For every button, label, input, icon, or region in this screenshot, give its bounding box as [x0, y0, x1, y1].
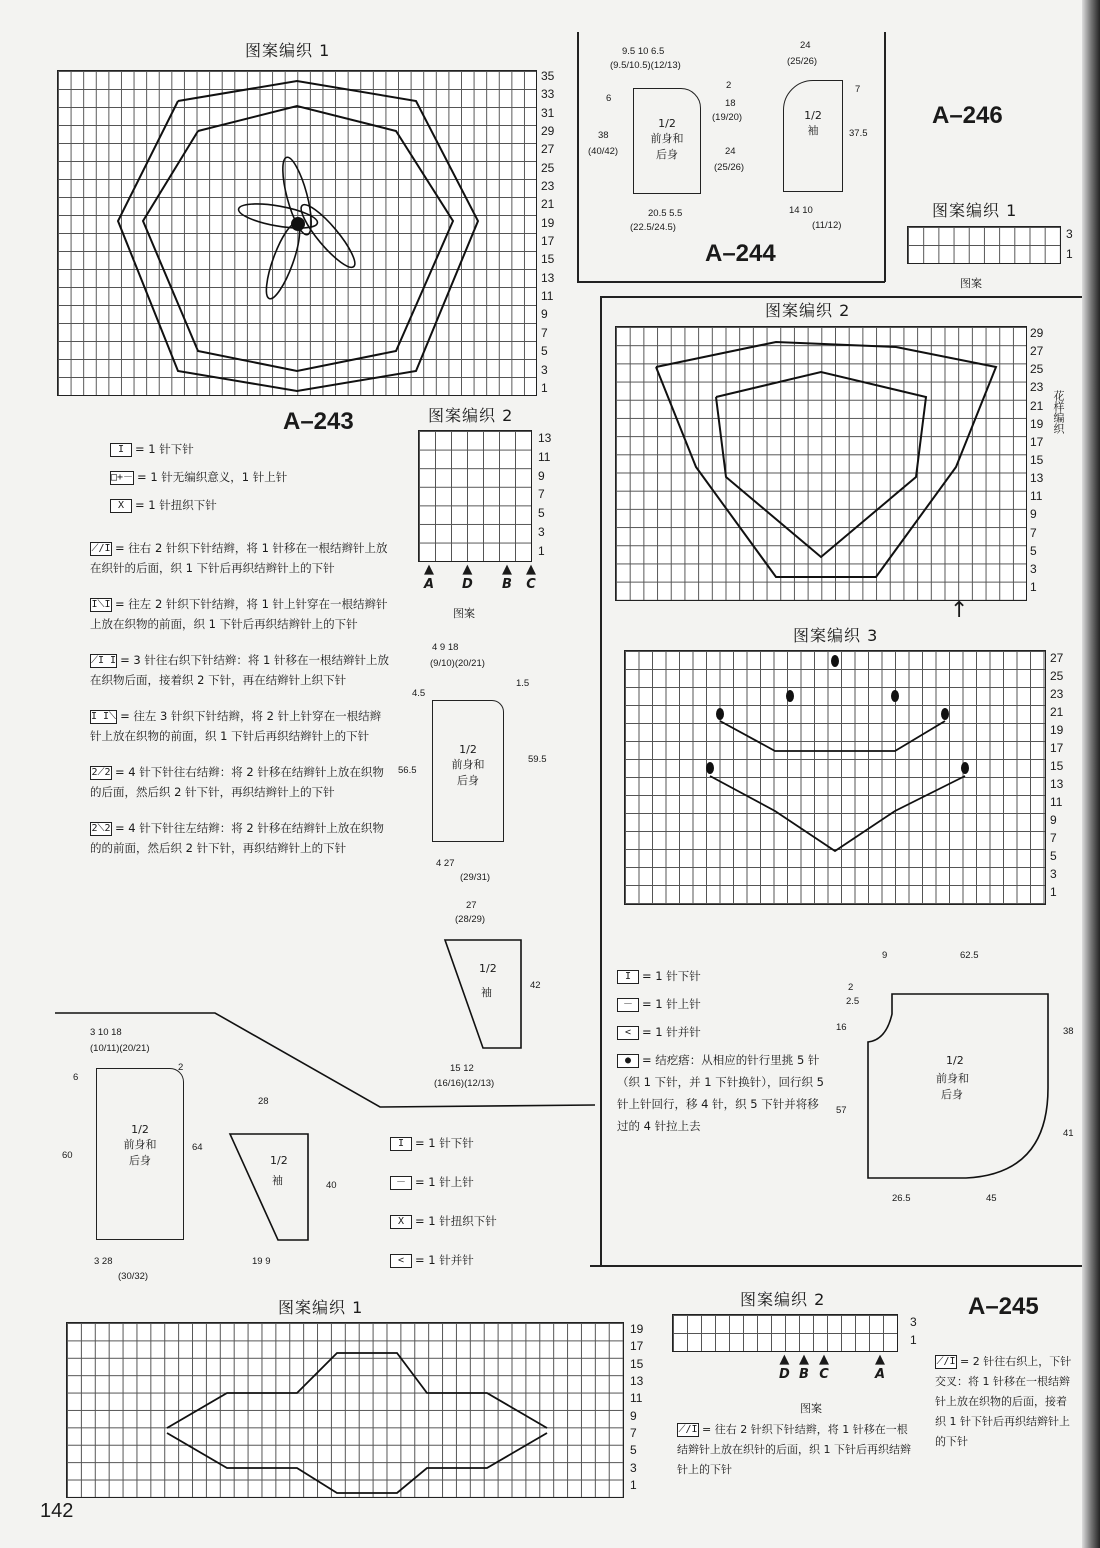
legend-item [390, 1166, 590, 1199]
legend-symbol: I I⟍ [91, 710, 117, 722]
a244-body-label-fb: 前身和 [650, 132, 684, 145]
row-number: 17 [630, 1339, 644, 1354]
a245-pattern2-grid [672, 1314, 898, 1352]
a244-sleeve-label-half: 1/2 [804, 109, 822, 122]
a245-pattern2-title: 图案编织 2 [740, 1290, 826, 1309]
a243-body-piece [432, 700, 504, 842]
row-number: 25 [541, 160, 555, 175]
legend-item [617, 1049, 827, 1137]
legend-symbol: I [617, 970, 639, 984]
row-number: 7 [1030, 525, 1037, 540]
pattern-arrow [462, 562, 473, 592]
a243-pattern2-label: 图案 [453, 607, 475, 620]
a246-pattern3-motif [625, 651, 1045, 904]
row-number: 17 [1030, 434, 1044, 449]
arrow-up-icon: ▲ [779, 1352, 790, 1367]
a245-dim-s28: 28 [258, 1096, 269, 1107]
a245-pattern1-title: 图案编织 1 [278, 1298, 364, 1317]
arrow-label: B [502, 577, 512, 592]
a243-dim-565: 56.5 [398, 765, 417, 776]
a244-dim-2: 2 [726, 80, 732, 91]
row-number: 13 [1050, 777, 1064, 791]
row-number: 13 [1030, 471, 1044, 486]
row-number: 11 [541, 289, 554, 304]
a246-dim-57: 57 [836, 1105, 847, 1116]
a243-diamond-motif [58, 71, 536, 395]
row-number: 1 [910, 1333, 917, 1347]
legend-item [677, 1420, 912, 1480]
a246-body-label-half: 1/2 [946, 1054, 964, 1067]
legend-symbol: ⟋I I [91, 654, 117, 666]
row-number: 11 [1030, 489, 1043, 504]
a244-right-border [884, 32, 886, 282]
a244-dim-s1112: (11/12) [812, 220, 842, 231]
arrow-up-icon: ▲ [424, 562, 435, 577]
a245-dim-b2: (30/32) [118, 1271, 149, 1282]
a245-dim-6: 6 [73, 1072, 79, 1083]
row-number: 29 [1030, 326, 1044, 340]
a244-bottom-border [577, 281, 885, 283]
row-number: 11 [630, 1391, 643, 1406]
a246-pattern2-side-label: 花样编织 [1052, 390, 1065, 434]
a246-pattern1-label: 图案 [960, 277, 982, 290]
pattern-arrow [799, 1352, 809, 1382]
row-number: 27 [541, 142, 555, 157]
legend-item [390, 1127, 590, 1160]
a245-dim-s40: 40 [326, 1180, 337, 1191]
row-number: 9 [1030, 507, 1037, 522]
arrow-label: D [779, 1367, 790, 1382]
a243-sleeve-label: 袖 [481, 986, 492, 999]
legend-text: = 结疙瘩：从相应的针行里挑 5 针（织 1 下针，并 1 下针换针），回行织 5 针上针回行，移 4 针，织 5 下针并将移过的 4 针拉上去 [617, 1053, 824, 1133]
a245-sleeve-label: 袖 [272, 1174, 283, 1187]
a243-cable-legend [90, 538, 390, 874]
row-number: 25 [1030, 362, 1044, 377]
legend-text: = 1 针下针 [135, 442, 194, 456]
a245-cross-legend [935, 1352, 1077, 1458]
legend-text: = 1 针并针 [642, 1025, 701, 1039]
a243-dim-t1: 4 9 18 [432, 642, 459, 653]
a246-dim-45: 45 [986, 1193, 997, 1204]
legend-symbol: － [390, 1176, 412, 1190]
legend-item [90, 762, 390, 802]
row-number: 13 [538, 431, 552, 445]
row-number: 15 [1030, 452, 1044, 467]
a245-body-label-half: 1/2 [131, 1123, 149, 1136]
a246-pattern1-row-numbers [1066, 228, 1073, 260]
a243-dim-595: 59.5 [528, 754, 547, 765]
a245-body-label-hs: 后身 [129, 1154, 151, 1167]
a246-pattern1-grid [907, 226, 1061, 264]
row-number: 5 [1050, 849, 1057, 863]
arrow-up-icon: ▲ [502, 562, 512, 577]
row-number: 1 [1050, 885, 1057, 899]
arrow-label: A [424, 577, 435, 592]
a244-dim-18: 18 [725, 98, 736, 109]
arrow-label: A [875, 1367, 886, 1382]
a244-dim-top2: (9.5/10.5)(12/13) [610, 60, 681, 71]
legend-symbol: ⟋/I [678, 1424, 698, 1435]
legend-item [617, 993, 827, 1015]
a246-dim-41: 41 [1063, 1128, 1074, 1139]
a245-pattern1-motif [67, 1323, 623, 1497]
legend-symbol: 2⟍2 [91, 822, 111, 834]
a244-dim-4042: (40/42) [588, 146, 619, 157]
row-number: 15 [630, 1356, 644, 1371]
row-number: 21 [1030, 398, 1044, 413]
a243-dim-t2: (9/10)(20/21) [430, 658, 485, 669]
row-number: 3 [1050, 867, 1057, 881]
a245-dim-60: 60 [62, 1150, 73, 1161]
row-number: 19 [1030, 416, 1044, 431]
row-number: 3 [538, 525, 545, 540]
arrow-up-icon: ▲ [819, 1352, 829, 1367]
a243-pattern1-row-numbers [541, 70, 554, 394]
a245-dim-64: 64 [192, 1142, 203, 1153]
legend-text: = 1 针上针 [642, 997, 701, 1011]
legend-text: = 4 针下针往右结辫：将 2 针移在结辫针上放在织物的后面，然后织 2 针下针，再织结辫针上的下针 [90, 765, 384, 799]
row-number: 29 [541, 124, 555, 139]
a245-sleeve-label-half: 1/2 [270, 1154, 288, 1167]
a243-pattern2-row-numbers [538, 432, 551, 557]
legend-symbol: ⟋/I [936, 1356, 956, 1367]
a245-code: A–245 [968, 1293, 1039, 1320]
arrow-label: C [819, 1367, 829, 1382]
a244-dim-38: 38 [598, 130, 609, 141]
a244-dim-6: 6 [606, 93, 612, 104]
a246-legend [617, 965, 827, 1143]
row-number: 21 [541, 197, 555, 212]
a245-pattern1-grid [66, 1322, 624, 1498]
pattern-arrow [875, 1352, 885, 1382]
a246-dim-25: 2.5 [846, 996, 860, 1007]
legend-text: = 3 针往右织下针结辫：将 1 针移在一根结辫针上放在织物后面，接着织 2 下针，再在结辫针上织下针 [90, 653, 389, 687]
a245-pattern2-arrows [775, 1352, 895, 1398]
a244-dim-bottom2: (22.5/24.5) [630, 222, 676, 233]
legend-text: = 往右 2 针织下针结辫，将 1 针移在一根结辫针上放在织针的后面，织 1 下针后再织结辫针上的下针 [90, 541, 388, 575]
a243-body-label-half: 1/2 [459, 743, 477, 756]
row-number: 19 [1050, 723, 1064, 737]
a243-pattern2-title: 图案编织 2 [428, 406, 514, 425]
legend-text: = 1 针扭织下针 [415, 1214, 497, 1228]
a245-pattern2-label: 图案 [800, 1402, 822, 1415]
a244-body-label-half: 1/2 [658, 117, 676, 130]
legend-symbol: < [617, 1026, 639, 1040]
pattern-arrow [526, 562, 536, 592]
a243-dim-s42: 42 [530, 980, 541, 991]
row-number: 17 [1050, 741, 1064, 755]
row-number: 1 [538, 543, 545, 558]
legend-text: = 4 针下针往左结辫：将 2 针移在结辫针上放在织物的的前面，然后织 2 针下针，再织结辫针上的下针 [90, 821, 384, 855]
legend-text: = 1 针下针 [415, 1136, 474, 1150]
row-number: 11 [538, 449, 551, 464]
row-number: 7 [1050, 831, 1057, 845]
a246-body-label-hs: 后身 [941, 1088, 963, 1101]
a243-dim-s15: 15 12 [450, 1063, 474, 1074]
row-number: 9 [630, 1408, 637, 1423]
a246-pattern2-arrow: ↑ [950, 598, 969, 623]
row-number: 9 [538, 468, 545, 483]
legend-symbol: ⟋/I [91, 542, 111, 554]
a245-dim-b1: 3 28 [94, 1256, 113, 1267]
legend-item [90, 594, 390, 634]
row-number: 3 [541, 362, 548, 377]
a244-left-border [577, 32, 579, 282]
a246-pattern2-row-numbers [1030, 327, 1043, 593]
a246-body-label-fb: 前身和 [936, 1072, 969, 1085]
a243-dim-45: 4.5 [412, 688, 426, 699]
a245-body-piece [96, 1068, 184, 1240]
row-number: 7 [538, 487, 545, 502]
a243-dim-b1: 4 27 [436, 858, 455, 869]
a246-pattern3-row-numbers [1050, 652, 1063, 898]
legend-item [110, 466, 410, 488]
legend-symbol: I⟍I [91, 598, 111, 610]
legend-symbol: － [617, 998, 639, 1012]
page-number: 142 [40, 1500, 74, 1522]
row-number: 33 [541, 87, 555, 102]
row-number: 7 [541, 325, 548, 340]
a246-dim-265: 26.5 [892, 1193, 911, 1204]
arrow-label: D [462, 577, 473, 592]
a245-sleeve-piece [228, 1132, 310, 1242]
a244-dim-s7: 7 [855, 84, 861, 95]
a246-pattern3-title: 图案编织 3 [793, 626, 879, 645]
row-number: 9 [541, 307, 548, 322]
a244-dim-bottom: 20.5 5.5 [648, 208, 683, 219]
a246-body-piece [866, 992, 1050, 1180]
row-number: 5 [538, 506, 545, 521]
legend-item [617, 1021, 827, 1043]
row-number: 3 [1066, 227, 1073, 241]
row-number: 23 [1050, 687, 1064, 701]
legend-symbol: I [390, 1137, 412, 1151]
a243-pattern1-grid [57, 70, 537, 396]
legend-item [110, 494, 410, 516]
legend-text: = 往左 3 针织下针结辫，将 2 针上针穿在一根结辫针上放在织物的前面，织 1 下针后再织结辫针上的下针 [90, 709, 382, 743]
legend-text: = 2 针往右织上，下针交叉：将 1 针移在一根结辫针上放在织物的后面，接着织 1 针下针后再织结辫针上的下针 [935, 1355, 1072, 1448]
arrow-label: C [526, 577, 536, 592]
row-number: 1 [541, 380, 548, 395]
row-number: 5 [1030, 543, 1037, 558]
a244-body-piece [633, 88, 701, 194]
a245-legend [390, 1127, 590, 1283]
pattern-arrow [502, 562, 512, 592]
a246-left-border [600, 296, 602, 1266]
a246-pattern1-title: 图案编织 1 [932, 201, 1018, 220]
pattern-arrow [779, 1352, 790, 1382]
row-number: 31 [541, 105, 555, 120]
legend-text: = 往右 2 针织下针结辫，将 1 针移在一根结辫针上放在织针的后面，织 1 下针后再织结辫针上的下针 [677, 1423, 911, 1476]
legend-symbol: 2⟋2 [91, 766, 111, 778]
a243-dim-s1613: (16/16)(12/13) [434, 1078, 495, 1089]
a243-body-label-hs: 后身 [457, 774, 479, 787]
a246-dim-38: 38 [1063, 1026, 1074, 1037]
a244-dim-1920: (19/20) [712, 112, 743, 123]
row-number: 27 [1050, 651, 1064, 665]
a243-dim-s2829: (28/29) [455, 914, 486, 925]
a246-dim-2: 2 [848, 982, 854, 993]
row-number: 13 [630, 1373, 644, 1388]
row-number: 7 [630, 1425, 637, 1440]
book-spine-shadow [1082, 0, 1100, 1548]
legend-text: = 1 针下针 [642, 969, 701, 983]
a243-dim-s27: 27 [466, 900, 477, 911]
row-number: 25 [1050, 669, 1064, 683]
a243-pattern2-arrows [420, 562, 536, 592]
a243-dim-15: 1.5 [516, 678, 530, 689]
legend-item [935, 1352, 1077, 1452]
a243-sleeve-label-half: 1/2 [479, 962, 497, 975]
legend-item [90, 818, 390, 858]
legend-symbol: X [110, 499, 132, 513]
row-number: 15 [1050, 759, 1064, 773]
legend-text: = 1 针扭织下针 [135, 498, 217, 512]
legend-item [90, 538, 390, 578]
a243-body-label-fb: 前身和 [451, 758, 485, 771]
row-number: 23 [1030, 380, 1044, 395]
row-number: 1 [1066, 247, 1073, 261]
legend-item [110, 438, 410, 460]
a243-pattern1-title: 图案编织 1 [245, 41, 331, 60]
a246-code: A–246 [932, 102, 1003, 129]
legend-symbol: < [390, 1254, 412, 1268]
a245-body-label-fb: 前身和 [123, 1138, 157, 1151]
legend-symbol: I [110, 443, 132, 457]
row-number: 27 [1030, 344, 1044, 359]
legend-text: = 1 针无编织意义，1 针上针 [137, 470, 288, 484]
row-number: 17 [541, 234, 555, 249]
a246-dim-9: 9 [882, 950, 888, 961]
legend-text: = 1 针上针 [415, 1175, 474, 1189]
row-number: 19 [541, 215, 555, 230]
row-number: 21 [1050, 705, 1064, 719]
row-number: 5 [630, 1443, 637, 1458]
a245-dim-s19: 19 9 [252, 1256, 271, 1267]
a243-legend [110, 438, 410, 522]
row-number: 15 [541, 252, 555, 267]
arrow-up-icon: ▲ [462, 562, 473, 577]
a246-pattern2-grid [615, 326, 1027, 601]
a243-dim-b2: (29/31) [460, 872, 491, 883]
legend-text: = 1 针并针 [415, 1253, 474, 1267]
row-number: 19 [630, 1322, 644, 1336]
arrow-up-icon: ▲ [799, 1352, 809, 1367]
legend-symbol: □+－ [111, 471, 134, 483]
a245-dim-2: 2 [178, 1062, 184, 1073]
a244-dim-top: 9.5 10 6.5 [622, 46, 665, 57]
a244-sleeve-piece [783, 80, 843, 192]
a244-sleeve-label: 袖 [807, 124, 819, 137]
a244-dim-2526: (25/26) [714, 162, 745, 173]
legend-text: = 往左 2 针织下针结辫，将 1 针上针穿在一根结辫针上放在织物的前面，织 1 下针后再织结辫针上的下针 [90, 597, 388, 631]
legend-item [390, 1244, 590, 1277]
a245-dim-t2: (10/11)(20/21) [90, 1043, 150, 1054]
arrow-up-icon: ▲ [526, 562, 536, 577]
a244-dim-s2526: (25/26) [787, 56, 818, 67]
a246-bottom-border [590, 1265, 1084, 1267]
a243-pattern2-grid [418, 430, 532, 562]
legend-item [90, 650, 390, 690]
a245-cable-legend [677, 1420, 912, 1486]
a244-code: A–244 [705, 240, 776, 267]
row-number: 3 [630, 1460, 637, 1475]
a245-dim-t1: 3 10 18 [90, 1027, 122, 1038]
row-number: 1 [1030, 579, 1037, 594]
row-number: 23 [541, 179, 555, 194]
legend-item [617, 965, 827, 987]
a246-dim-16: 16 [836, 1022, 847, 1033]
row-number: 5 [541, 344, 548, 359]
a243-code: A–243 [283, 408, 354, 435]
legend-symbol: X [390, 1215, 412, 1229]
arrow-label: B [799, 1367, 809, 1382]
a245-pattern1-row-numbers [630, 1323, 643, 1491]
row-number: 1 [630, 1477, 637, 1492]
pattern-arrow [424, 562, 434, 592]
legend-item [390, 1205, 590, 1238]
row-number: 11 [1050, 795, 1063, 809]
a246-dim-625: 62.5 [960, 950, 979, 961]
row-number: 35 [541, 69, 555, 83]
a246-pattern3-grid [624, 650, 1046, 905]
a246-pattern2-diamond [616, 327, 1026, 600]
pattern-arrow [819, 1352, 829, 1382]
a245-pattern2-row-numbers [910, 1316, 917, 1346]
a244-dim-s24: 24 [800, 40, 811, 51]
a244-dim-24: 24 [725, 146, 736, 157]
arrow-up-icon: ▲ [875, 1352, 886, 1367]
a244-dim-s375: 37.5 [849, 128, 868, 139]
row-number: 3 [910, 1315, 917, 1329]
legend-symbol: ● [617, 1054, 639, 1068]
row-number: 9 [1050, 813, 1057, 827]
a244-dim-s14: 14 10 [789, 205, 813, 216]
legend-item [90, 706, 390, 746]
a244-body-label-hs: 后身 [656, 148, 678, 161]
row-number: 13 [541, 270, 555, 285]
row-number: 3 [1030, 561, 1037, 576]
a246-pattern2-title: 图案编织 2 [765, 301, 851, 320]
